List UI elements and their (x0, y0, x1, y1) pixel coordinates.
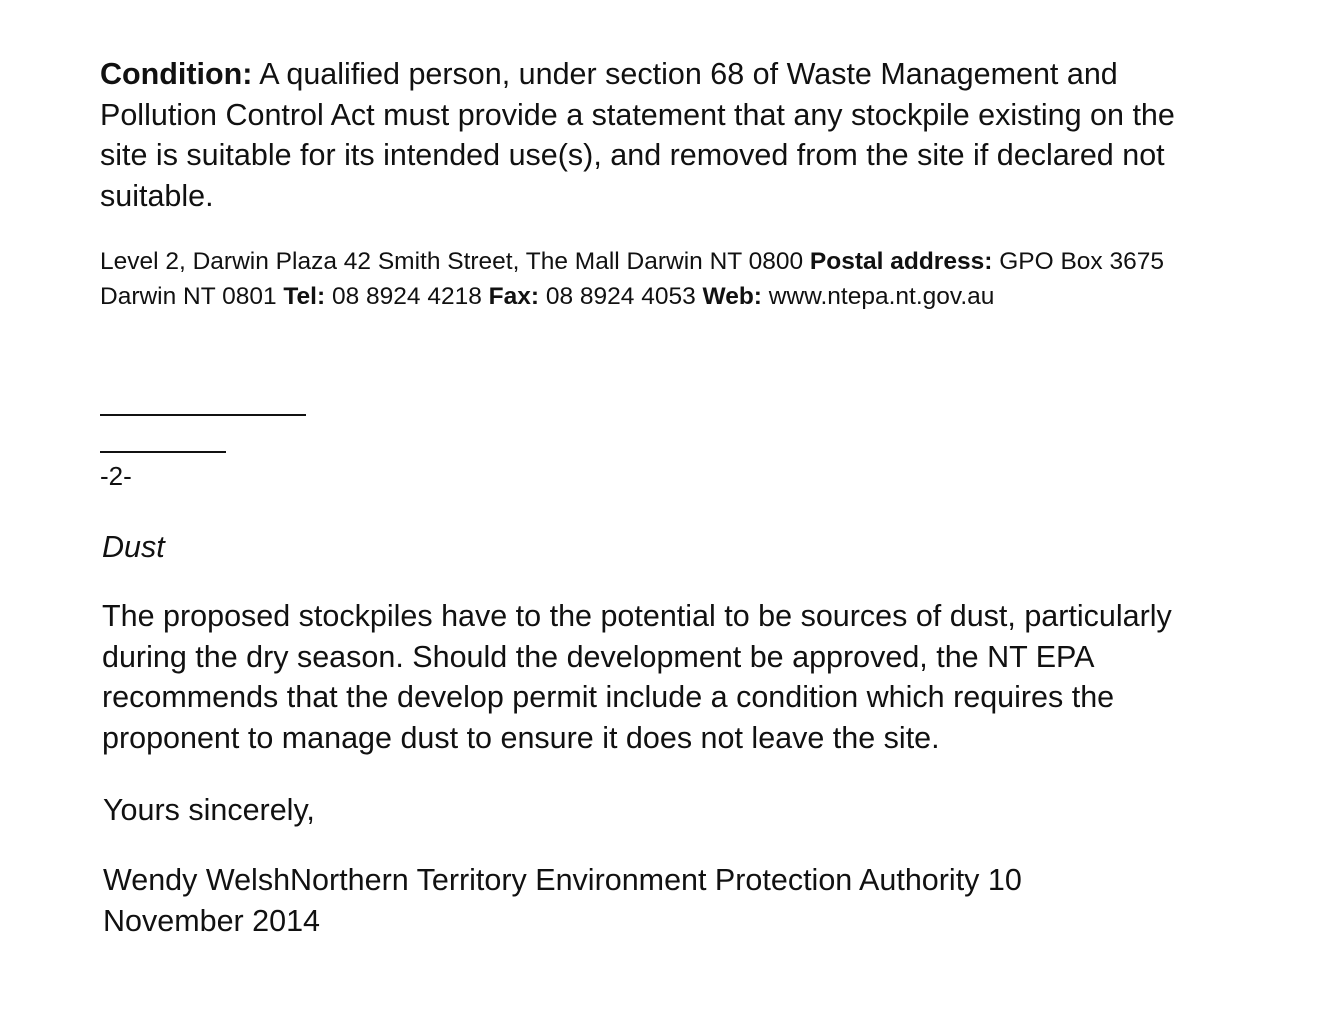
postal-address-label: Postal address: (809, 248, 993, 275)
condition-paragraph (100, 54, 1230, 216)
footer-rule-long (100, 414, 306, 416)
fax-label: Fax: (488, 283, 540, 310)
condition-label: Condition: (100, 57, 253, 91)
page-number: -2- (100, 461, 132, 491)
closing-salutation: Yours sincerely, (103, 793, 315, 827)
footer-rule-short (100, 451, 226, 453)
fax-value: 08 8924 4053 (539, 283, 703, 310)
tel-label: Tel: (283, 283, 326, 310)
web-value: www.ntepa.nt.gov.au (761, 283, 995, 310)
web-label: Web: (702, 283, 762, 310)
contact-address (100, 244, 1230, 314)
tel-value: 08 8924 4218 (325, 283, 489, 310)
street-address: Level 2, Darwin Plaza 42 Smith Street, The Mall Darwin NT 0800 (100, 248, 810, 275)
postal-address-value: GPO Box 3675 Darwin NT 0801 (100, 248, 1164, 310)
signature-block: Wendy WelshNorthern Territory Environment Protection Authority 10 November 2014 (103, 863, 1022, 938)
section-heading: Dust (102, 530, 165, 564)
condition-text: A qualified person, under section 68 of Waste Management and Pollution Control Act must provide a statement that any stockpile existing on the site is suitable for its intended use(s), and removed from the site if declared not suitable. (100, 57, 1175, 213)
section-body: The proposed stockpiles have to the potential to be sources of dust, particularly during the dry season. Should the development be approved, the NT EPA recommends that the develop permit include a condition which requires the proponent to manage dust to ensure it does not leave the site. (102, 599, 1172, 755)
